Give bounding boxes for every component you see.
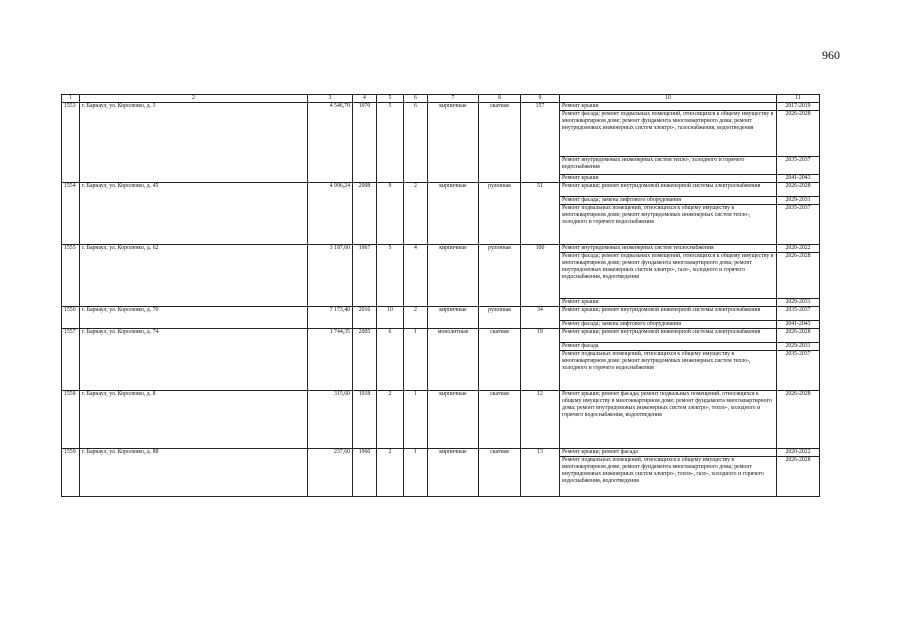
work-description-cell: Ремонт крыши; ремонт внутридомовой инженерной системы электроснабжения: [560, 307, 777, 321]
column-number: 6: [404, 95, 428, 103]
apartments-cell: 157: [521, 103, 560, 183]
work-period-cell: 2029-2031: [777, 343, 820, 351]
area-cell: 4 996,24: [308, 183, 353, 245]
entrances-cell: 2: [404, 183, 428, 245]
record-number: 1553: [62, 103, 80, 183]
work-description-cell: Ремонт крыши; ремонт фасада; ремонт подвальных помещений, относящихся к общему имуществу в многоквартирном доме; ремонт фундамента многоквартирного дома; ремонт внутридомовых инженерных систем электро-, тепло-, холодного и горячего водоснабжения, водоотведения: [560, 391, 777, 449]
address-cell: г. Барнаул, ул. Короленко, д. 8: [80, 391, 308, 449]
year-cell: 1960: [353, 449, 377, 497]
work-period-cell: 2026-2028: [777, 457, 820, 497]
apartments-cell: 34: [521, 307, 560, 329]
column-number: 5: [377, 95, 404, 103]
apartments-cell: 19: [521, 329, 560, 391]
work-period-cell: 2026-2028: [777, 111, 820, 157]
column-number: 3: [308, 95, 353, 103]
wall-material-cell: кирпичные: [428, 307, 479, 329]
repair-schedule-table: [61, 94, 820, 497]
address-cell: г. Барнаул, ул. Короленко, д. 74: [80, 329, 308, 391]
entrances-cell: 1: [404, 329, 428, 391]
floors-cell: 6: [377, 329, 404, 391]
year-cell: 1918: [353, 391, 377, 449]
work-description-cell: Ремонт крыши: [560, 103, 777, 111]
work-description-cell: Ремонт фасада; замена лифтового оборудования: [560, 321, 777, 329]
apartments-cell: 100: [521, 245, 560, 307]
work-period-cell: 2026-2028: [777, 329, 820, 343]
apartments-cell: 12: [521, 391, 560, 449]
roof-type-cell: рулонная: [479, 245, 521, 307]
column-number: 2: [80, 95, 308, 103]
table-row: [62, 329, 820, 343]
area-cell: 4 546,70: [308, 103, 353, 183]
record-number: 1559: [62, 449, 80, 497]
entrances-cell: 2: [404, 307, 428, 329]
work-period-cell: 2029-2031: [777, 197, 820, 205]
work-period-cell: 2041-2043: [777, 321, 820, 329]
table-row: [62, 245, 820, 253]
address-cell: г. Барнаул, ул. Короленко, д. 88: [80, 449, 308, 497]
address-cell: г. Барнаул, ул. Короленко, д. 62: [80, 245, 308, 307]
entrances-cell: 1: [404, 449, 428, 497]
year-cell: 1967: [353, 245, 377, 307]
address-cell: г. Барнаул, ул. Короленко, д. 70: [80, 307, 308, 329]
work-description-cell: Ремонт крыши; ремонт фасада: [560, 449, 777, 457]
work-description-cell: Ремонт крыши: [560, 175, 777, 183]
apartments-cell: 51: [521, 183, 560, 245]
wall-material-cell: кирпичные: [428, 103, 479, 183]
work-description-cell: Ремонт фасада; ремонт подвальных помещений, относящихся к общему имуществу в многоквартирном доме; ремонт фундамента многоквартирного дома; ремонт внутридомовых инженерных систем электро-, газоснабжения, водоотведения: [560, 111, 777, 157]
address-cell: г. Барнаул, ул. Короленко, д. 3: [80, 103, 308, 183]
table-row: [62, 391, 820, 449]
year-cell: 1970: [353, 103, 377, 183]
area-cell: 315,60: [308, 391, 353, 449]
work-period-cell: 2017-2019: [777, 103, 820, 111]
work-period-cell: 2026-2028: [777, 391, 820, 449]
column-number-row: [62, 95, 820, 103]
work-description-cell: Ремонт фасада; замена лифтового оборудования: [560, 197, 777, 205]
area-cell: 3 187,60: [308, 245, 353, 307]
wall-material-cell: кирпичные: [428, 391, 479, 449]
work-period-cell: 2020-2022: [777, 449, 820, 457]
year-cell: 2008: [353, 183, 377, 245]
floors-cell: 2: [377, 391, 404, 449]
wall-material-cell: кирпичные: [428, 183, 479, 245]
table-row: [62, 183, 820, 197]
area-cell: 237,60: [308, 449, 353, 497]
entrances-cell: 6: [404, 103, 428, 183]
address-cell: г. Барнаул, ул. Короленко, д. 45: [80, 183, 308, 245]
work-period-cell: 2026-2028: [777, 183, 820, 197]
apartments-cell: 13: [521, 449, 560, 497]
work-description-cell: Ремонт подвальных помещений, относящихся к общему имуществу в многоквартирном доме; ремонт фундамента многоквартирного дома; ремонт внутридомовых инженерных систем электро-, тепло-, газо-, холодного и горячего водоснабжения, водоотведения: [560, 457, 777, 497]
work-period-cell: 2035-2037: [777, 157, 820, 175]
work-description-cell: Ремонт внутридомовых инженерных систем тепло-, холодного и горячего водоснабжения: [560, 157, 777, 175]
page-number: 960: [822, 48, 840, 62]
column-number: 10: [560, 95, 777, 103]
column-number: 1: [62, 95, 80, 103]
table-row: [62, 103, 820, 111]
record-number: 1558: [62, 391, 80, 449]
entrances-cell: 4: [404, 245, 428, 307]
work-period-cell: 2029-2031: [777, 299, 820, 307]
roof-type-cell: рулонная: [479, 307, 521, 329]
floors-cell: 2: [377, 449, 404, 497]
table-row: [62, 307, 820, 321]
floors-cell: 10: [377, 307, 404, 329]
work-period-cell: 2035-2037: [777, 307, 820, 321]
work-description-cell: Ремонт крыши: [560, 299, 777, 307]
work-description-cell: Ремонт фасада: [560, 343, 777, 351]
work-description-cell: Ремонт фасада; ремонт подвальных помещений, относящихся к общему имуществу в многоквартирном доме; ремонт фундамента многоквартирного дома; ремонт внутридомовых инженерных систем электро-, газо-, холодного и горячего водоснабжения, водоотведения: [560, 253, 777, 299]
work-description-cell: Ремонт крыши; ремонт внутридомовой инженерной системы электроснабжения: [560, 183, 777, 197]
area-cell: 1 744,35: [308, 329, 353, 391]
column-number: 4: [353, 95, 377, 103]
work-period-cell: 2041-2043: [777, 175, 820, 183]
year-cell: 2005: [353, 329, 377, 391]
roof-type-cell: рулонная: [479, 183, 521, 245]
work-description-cell: Ремонт подвальных помещений, относящихся к общему имуществу в многоквартирном доме; ремонт внутридомовых инженерных систем тепло-, холодного и горячего водоснабжения: [560, 351, 777, 391]
floors-cell: 5: [377, 245, 404, 307]
work-period-cell: 2035-2037: [777, 205, 820, 245]
column-number: 8: [479, 95, 521, 103]
record-number: 1555: [62, 245, 80, 307]
wall-material-cell: кирпичные: [428, 449, 479, 497]
record-number: 1557: [62, 329, 80, 391]
record-number: 1556: [62, 307, 80, 329]
area-cell: 7 173,40: [308, 307, 353, 329]
work-description-cell: Ремонт крыши; ремонт внутридомовой инженерной системы электроснабжения: [560, 329, 777, 343]
work-period-cell: 2026-2028: [777, 253, 820, 299]
table-row: [62, 449, 820, 457]
work-period-cell: 2035-2037: [777, 351, 820, 391]
column-number: 11: [777, 95, 820, 103]
floors-cell: 5: [377, 103, 404, 183]
roof-type-cell: скатная: [479, 449, 521, 497]
roof-type-cell: скатная: [479, 103, 521, 183]
roof-type-cell: скатная: [479, 391, 521, 449]
work-description-cell: Ремонт подвальных помещений, относящихся к общему имуществу в многоквартирном доме; ремонт внутридомовых инженерных систем тепло-, холодного и горячего водоснабжения: [560, 205, 777, 245]
work-period-cell: 2020-2022: [777, 245, 820, 253]
roof-type-cell: скатная: [479, 329, 521, 391]
record-number: 1554: [62, 183, 80, 245]
column-number: 7: [428, 95, 479, 103]
wall-material-cell: монолитные: [428, 329, 479, 391]
column-number: 9: [521, 95, 560, 103]
wall-material-cell: кирпичные: [428, 245, 479, 307]
entrances-cell: 1: [404, 391, 428, 449]
year-cell: 2016: [353, 307, 377, 329]
floors-cell: 9: [377, 183, 404, 245]
work-description-cell: Ремонт внутридомовых инженерных систем теплоснабжения: [560, 245, 777, 253]
